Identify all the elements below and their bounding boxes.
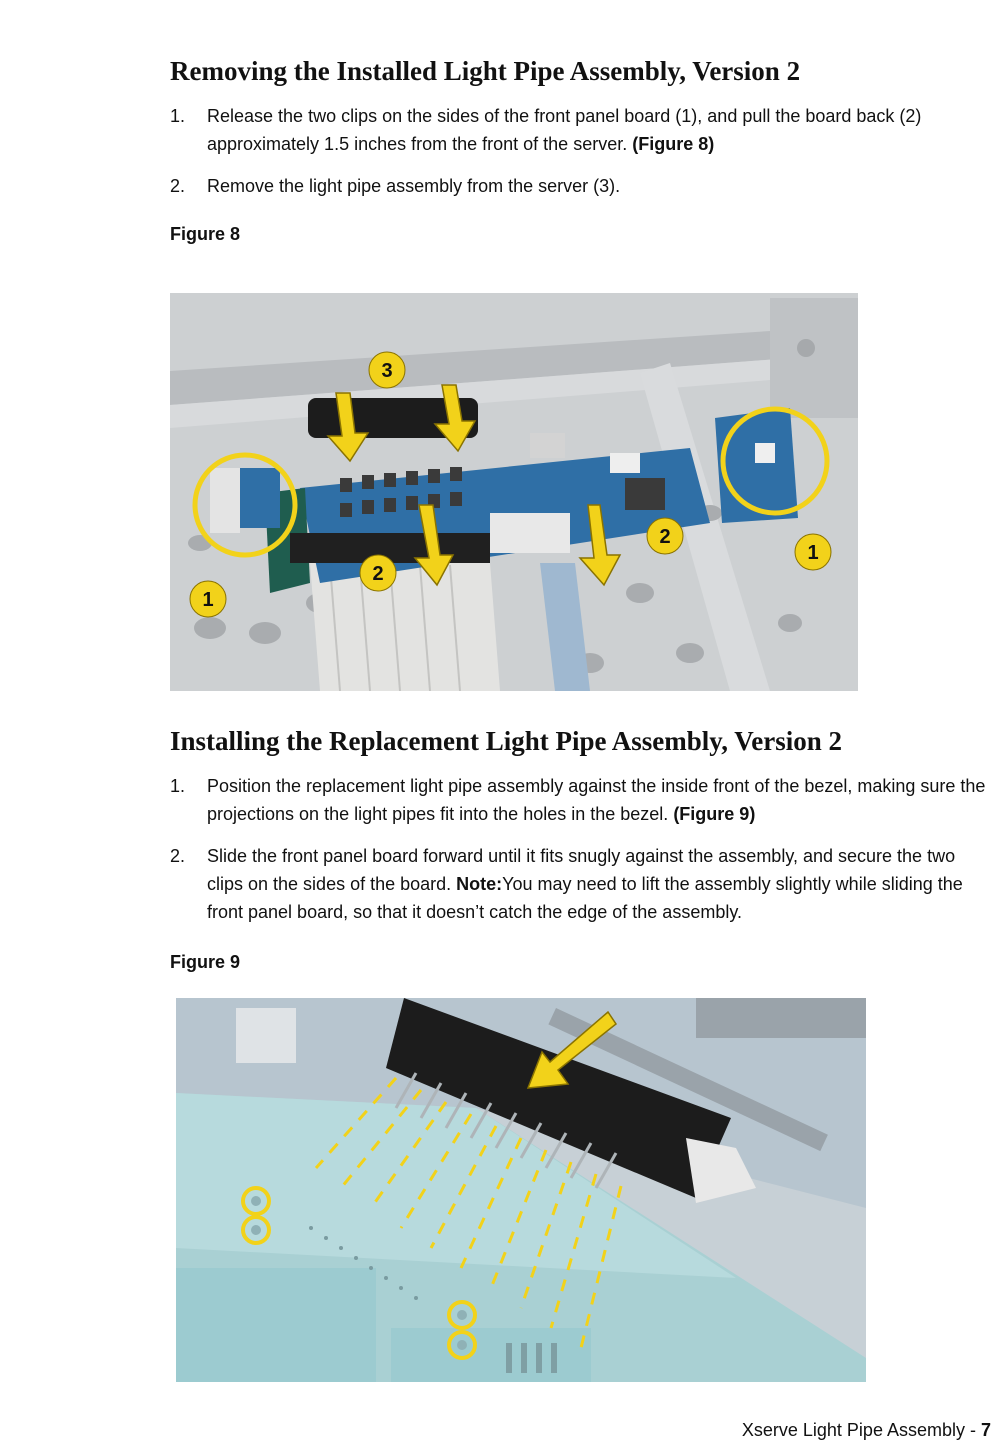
callout-3	[369, 352, 405, 388]
step-text: Position the replacement light pipe assembly against the inside front of the bezel, making sure the projections on the light pipes fit into the holes in the bezel.	[207, 776, 986, 824]
step-text: Release the two clips on the sides of the front panel board (1), and pull the board back (2) approximately 1.5 inches from the front of the server.	[207, 106, 922, 154]
callout-label: 1	[202, 589, 214, 611]
page-footer	[742, 1420, 991, 1441]
install-step-2	[170, 842, 990, 926]
section-heading-installing: Installing the Replacement Light Pipe Assembly, Version 2	[170, 726, 843, 756]
note-text: You may need to lift the assembly slightly while sliding the front panel board, so that it doesn’t catch the edge of the assembly.	[207, 874, 963, 922]
callout-2-left	[360, 555, 396, 591]
step-number: 2.	[170, 176, 186, 196]
figure-9-photo	[176, 998, 866, 1382]
step-number: 1.	[170, 776, 186, 796]
figure-reference: (Figure 9)	[673, 804, 756, 824]
install-steps	[170, 772, 990, 940]
callout-label: 2	[372, 563, 384, 585]
step-text: Slide the front panel board forward until it fits snugly against the assembly, and secure the two clips on the sides of the board.	[207, 846, 956, 894]
callout-1-left	[190, 581, 226, 617]
figure-reference: (Figure 8)	[632, 134, 715, 154]
page-number: 7	[980, 1420, 991, 1440]
step-text: Remove the light pipe assembly from the server (3).	[207, 176, 621, 196]
removal-step-2	[170, 172, 990, 200]
figure-8-label: Figure 8	[170, 224, 241, 244]
callout-1-right	[795, 534, 831, 570]
callout-label: 3	[381, 360, 393, 382]
callout-label: 2	[659, 526, 671, 548]
step-number: 2.	[170, 846, 186, 866]
step-number: 1.	[170, 106, 186, 126]
figure-9-illustration	[176, 998, 866, 1382]
removal-steps	[170, 102, 990, 214]
install-step-1	[170, 772, 990, 828]
callout-label: 1	[807, 542, 819, 564]
callout-2-right	[647, 518, 683, 554]
figure-8-illustration	[170, 293, 858, 691]
note-label: Note:	[456, 874, 503, 894]
section-heading-removing: Removing the Installed Light Pipe Assembly, Version 2	[170, 56, 801, 86]
figure-8-photo	[170, 293, 858, 691]
footer-title: Xserve Light Pipe Assembly -	[741, 1420, 981, 1440]
removal-step-1	[170, 102, 990, 158]
figure-9-label: Figure 9	[170, 952, 241, 972]
